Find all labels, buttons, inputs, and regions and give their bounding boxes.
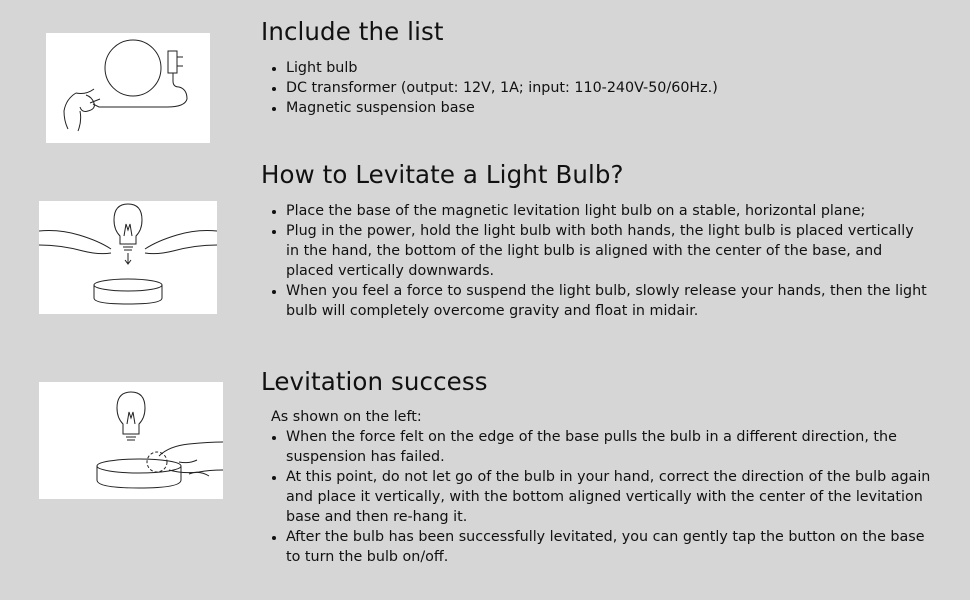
section-levitation-success xyxy=(261,367,931,567)
contents-list xyxy=(261,58,931,118)
levitation-success-illustration xyxy=(39,382,223,499)
list-item: • Light bulb xyxy=(286,58,931,78)
list-item: • DC transformer (output: 12V, 1A; input: 110-240V-50/60Hz.) xyxy=(286,78,931,98)
levitate-steps-illustration xyxy=(39,201,217,314)
section-title: Levitation success xyxy=(261,367,488,396)
list-item: • Plug in the power, hold the light bulb with both hands, the light bulb is placed vertically in the hand, the bottom of the light bulb is aligned with the center of the base, and placed vertically downwards. xyxy=(286,221,931,281)
section-how-to-levitate xyxy=(261,160,931,321)
success-list xyxy=(261,427,931,567)
list-item: • When the force felt on the edge of the base pulls the bulb in a different direction, the suspension has failed. xyxy=(286,427,931,467)
package-contents-illustration xyxy=(46,33,210,143)
list-item: • After the bulb has been successfully levitated, you can gently tap the button on the base to turn the bulb on/off. xyxy=(286,527,931,567)
hands-bulb-base-drawing xyxy=(39,201,217,314)
list-item: • Place the base of the magnetic levitation light bulb on a stable, horizontal plane; xyxy=(286,201,931,221)
list-item: • Magnetic suspension base xyxy=(286,98,931,118)
list-item: • At this point, do not let go of the bulb in your hand, correct the direction of the bulb again and place it vertically, with the bottom aligned vertically with the center of the levitation base and then re-hang it. xyxy=(286,467,931,527)
section-intro: As shown on the left: xyxy=(271,409,422,425)
section-title: Include the list xyxy=(261,17,444,46)
bulb-adapter-drawing xyxy=(46,33,210,143)
list-item: • When you feel a force to suspend the light bulb, slowly release your hands, then the light bulb will completely overcome gravity and float in midair. xyxy=(286,281,931,321)
steps-list xyxy=(261,201,931,321)
section-include-list xyxy=(261,17,931,118)
bulb-tap-button-drawing xyxy=(39,382,223,499)
section-title: How to Levitate a Light Bulb? xyxy=(261,160,624,189)
